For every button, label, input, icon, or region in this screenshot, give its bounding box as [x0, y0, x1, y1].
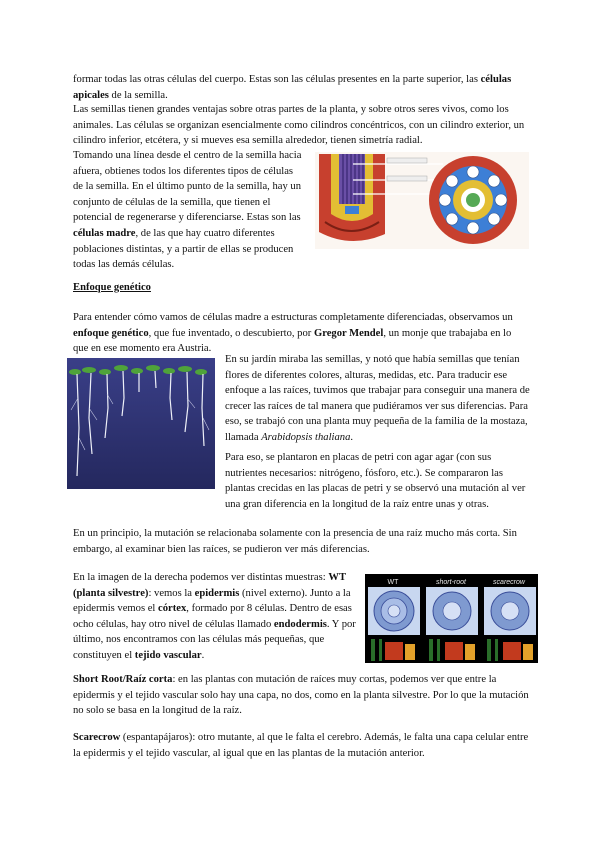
- paragraph-scarecrow: Scarecrow (espantapájaros): otro mutante, al que le falta el cerebro. Además, le falta una capa celular entre la epidermis y el tejido vascular, al igual que en las plantas de la mutación anterior.: [73, 732, 529, 759]
- label-short-root: short-root: [436, 579, 466, 586]
- paragraph-short-root: Short Root/Raíz corta: en las plantas con mutación de raíces muy cortas, podemos ver que entre la epidermis y el tejido vascular solo hay una capa, no dos, como en la planta silvestre. Por lo que la mutación no solo se basa en la longitud de la raíz.: [73, 674, 529, 717]
- paragraph-mendel-garden: En su jardín miraba las semillas, y notó que había semillas que tenían flores de diferentes colores, alturas, medidas, etc. Para traducir ese enfoque a las raíces, tuvimos que trabajar para conseguir una manera de crecer las raíces de tal manera que pudiéramos ver sus diferencias. Para eso, se trabajó con una planta muy pequeña de la familia de la mostaza, llamada Arabidopsis thaliana.: [225, 354, 530, 443]
- petri-dish-photo: [67, 358, 215, 489]
- paragraph-stem-cells: Tomando una línea desde el centro de la semilla hacia afuera, obtienes todos los diferentes tipos de células de la semilla. En el último punto de la semilla, hay un conjunto de células de la semilla, que tienen el potencial de regenerarse y diferenciarse. Estas son las células madre, de las que hay cuatro diferentes poblaciones distintas, y a partir de ellas se producen todas las demás células.: [73, 150, 302, 271]
- section-heading: Enfoque genético: [73, 282, 151, 293]
- root-section-comparison-figure: [365, 574, 538, 663]
- paragraph-petri-plates: Para eso, se plantaron en placas de petri con agar agar (con sus nutrientes necesarios: nitrógeno, fósforo, etc.). Se compararon las plantas crecidas en las placas de petri y se observó una mutación al ver una gran diferencia en la longitud de la raíz entre unas y otras.: [225, 452, 526, 510]
- label-wt: WT: [387, 579, 399, 586]
- paragraph-seed-advantages: Las semillas tienen grandes ventajas sobre otras partes de la planta, y sobre otros seres vivos, como los animales. Las células se organizan esencialmente como cilindros concéntricos, con un cilindro exterior, un cilindro inferior, etcétera, y si mueves esa semilla alrededor, tienen simetría radial.: [73, 104, 525, 147]
- label-scarecrow: scarecrow: [493, 579, 525, 586]
- root-tip-figure: [315, 152, 529, 249]
- paragraph-apical-cells: formar todas las otras células del cuerpo. Estas son las células presentes en la parte superior, las células apicales de la semilla.: [73, 74, 512, 101]
- paragraph-wt-layers: En la imagen de la derecha podemos ver distintas muestras: WT (planta silvestre): vemos la epidermis (nivel externo). Junto a la epidermis vemos el córtex, formado por 8 células. Dentro de esas ocho células, hay otro nivel de células llamado endodermis. Y por último, nos encontramos con las células más pequeñas, que constituyen el tejido vascular.: [73, 572, 356, 661]
- paragraph-genetic-approach: Para entender cómo vamos de células madre a estructuras completamente diferenciadas, observamos un enfoque genético, que fue inventado, o descubierto, por Gregor Mendel, un monje que trabajaba en lo que en ese momento era Austria.: [73, 312, 513, 355]
- paragraph-mutation-short-root: En un principio, la mutación se relacionaba solamente con la presencia de una raíz mucho más corta. Sin embargo, al examinar bien las raíces, se pudieron ver más diferencias.: [73, 528, 517, 555]
